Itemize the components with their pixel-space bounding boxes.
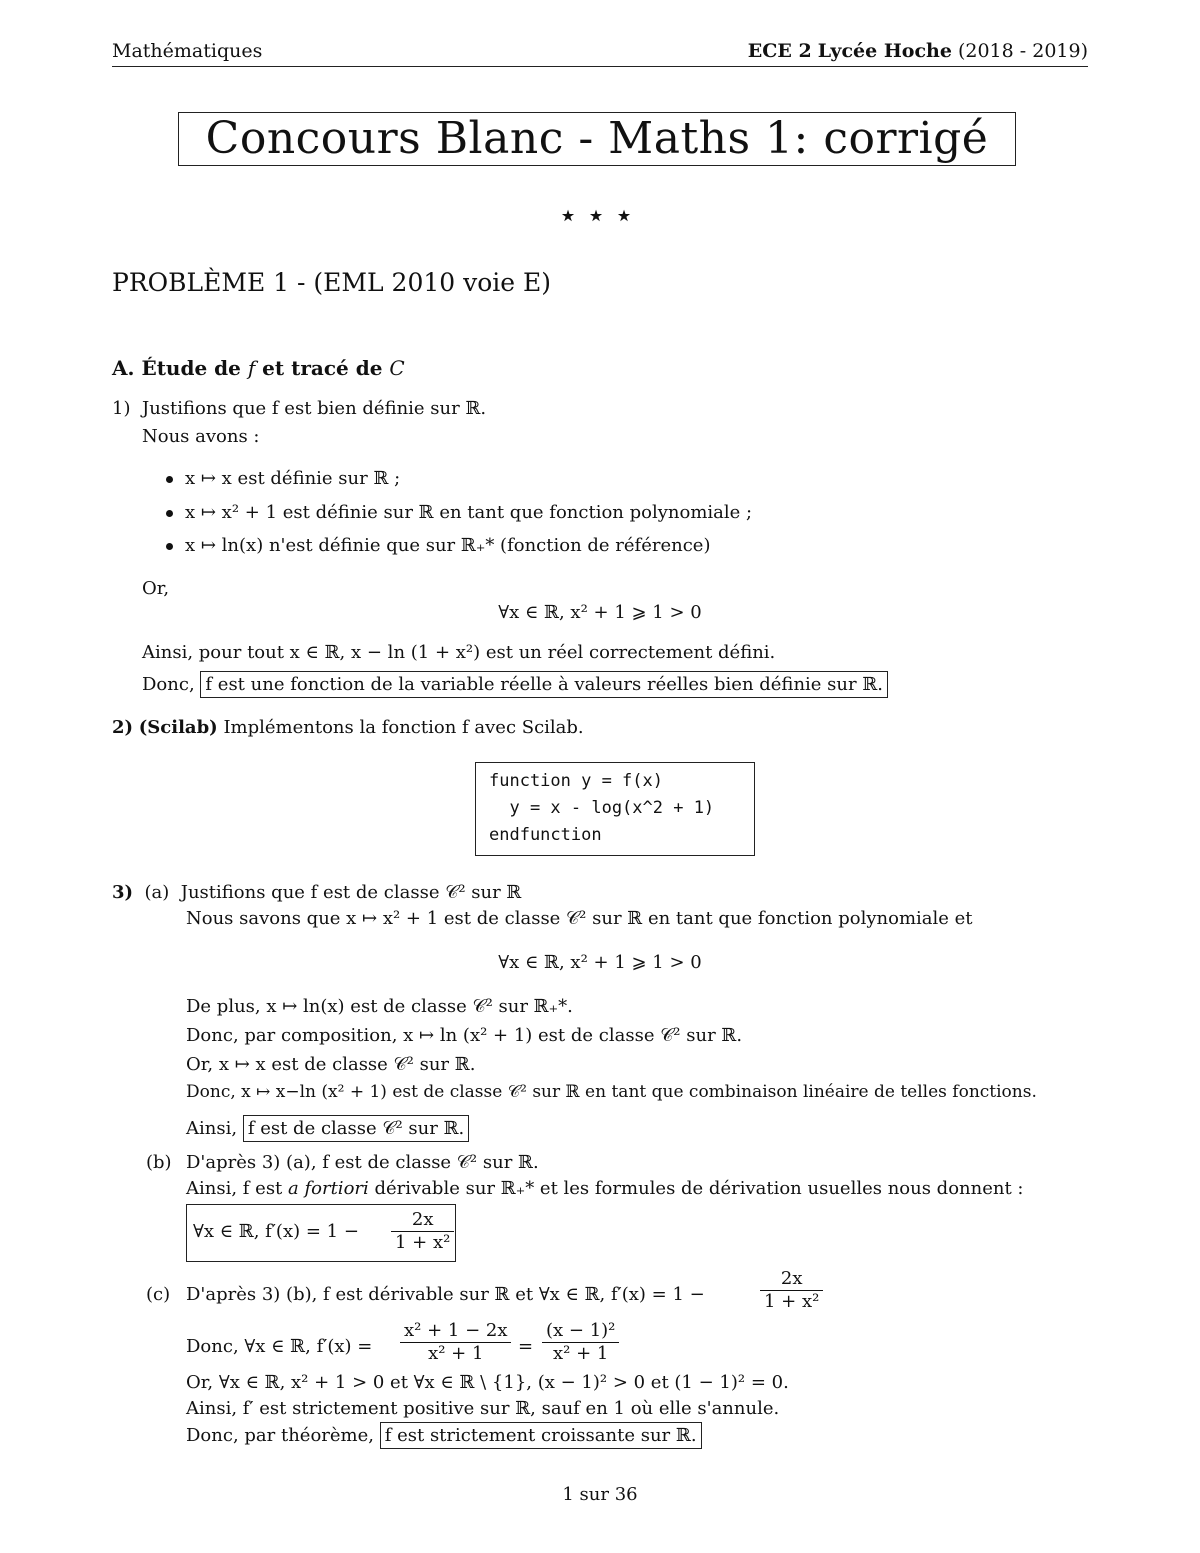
q1-bullet-2: x ↦ x² + 1 est définie sur ℝ en tant que fonction polynomiale ; (166, 502, 752, 524)
q3a-display-formula: ∀x ∈ ℝ, x² + 1 ⩾ 1 > 0 (498, 952, 702, 973)
q1-title: Justifions que f est bien définie sur ℝ. (142, 398, 487, 419)
q1-number: 1) (112, 398, 131, 419)
scilab-code-block (475, 762, 755, 856)
q1-bullet-1: x ↦ x est définie sur ℝ ; (166, 468, 400, 490)
q3c-fraction-3: $\frac{\text{(x − 1)²}}{\text{x² + 1}}$ (538, 1320, 623, 1365)
q1-display-formula: ∀x ∈ ℝ, x² + 1 ⩾ 1 > 0 (498, 602, 702, 623)
q3c-boxed-result: f est strictement croissante sur ℝ. (380, 1422, 702, 1449)
q3b-boxed-derivative (186, 1204, 456, 1262)
q3b-derivative-lhs: ∀x ∈ ℝ, f′(x) = 1 − (193, 1221, 359, 1242)
q3c-line4: Ainsi, f′ est strictement positive sur ℝ, sauf en 1 où elle s'annule. (186, 1398, 780, 1419)
header-rule (112, 66, 1088, 67)
q3c-line2-lhs: Donc, ∀x ∈ ℝ, f′(x) = (186, 1336, 373, 1357)
code-line: endfunction (489, 825, 602, 845)
q3c-line3: Or, ∀x ∈ ℝ, x² + 1 > 0 et ∀x ∈ ℝ \ {1}, (x − 1)² > 0 et (1 − 1)² = 0. (186, 1372, 789, 1393)
bullet-icon (166, 510, 173, 517)
header-subject: Mathématiques (112, 40, 263, 62)
q3b-fraction: $\frac{2x}{\text{1 + x²}}$ (387, 1209, 458, 1254)
q1-boxed-result: f est une fonction de la variable réelle à valeurs réelles bien définie sur ℝ. (200, 671, 888, 698)
q3c-fraction-1: $\frac{2x}{\text{1 + x²}}$ (756, 1268, 827, 1313)
code-line: function y = f(x) (489, 771, 663, 791)
problem-heading: PROBLÈME 1 - (EML 2010 voie E) (112, 268, 552, 297)
stars-separator: ⋆⋆⋆ (557, 196, 643, 234)
q2-line: 2) (Scilab) Implémentons la fonction f avec Scilab. (112, 717, 584, 738)
q3a-line4: Or, x ↦ x est de classe 𝒞² sur ℝ. (186, 1054, 476, 1075)
bullet-icon (166, 543, 173, 550)
q3b-label: (b) (146, 1152, 172, 1173)
q1-intro: Nous avons : (142, 426, 260, 447)
header-school: Lycée Hoche (817, 40, 952, 62)
q3a-line5: Donc, x ↦ x−ln (x² + 1) est de classe 𝒞² sur ℝ en tant que combinaison linéaire de telles fonctions. (186, 1082, 1037, 1102)
page-title: Concours Blanc - Maths 1: corrigé (178, 112, 1016, 166)
q1-conclusion: Donc, f est une fonction de la variable réelle à valeurs réelles bien définie sur ℝ. (142, 674, 888, 696)
q3c-line1: D'après 3) (b), f est dérivable sur ℝ et ∀x ∈ ℝ, f′(x) = 1 − (186, 1284, 705, 1305)
q3c-conclusion: Donc, par théorème, f est strictement croissante sur ℝ. (186, 1425, 702, 1447)
q3a-conclusion: Ainsi, f est de classe 𝒞² sur ℝ. (186, 1118, 469, 1140)
header-class: ECE 2 (747, 40, 812, 62)
q3c-equals: = (518, 1336, 534, 1357)
q3a-line2: De plus, x ↦ ln(x) est de classe 𝒞² sur ℝ₊*. (186, 996, 573, 1017)
q3b-line2: Ainsi, f est a fortiori dérivable sur ℝ₊* et les formules de dérivation usuelles nous donnent : (186, 1178, 1024, 1199)
header-year: (2018 - 2019) (957, 40, 1088, 62)
code-line: y = x - log(x^2 + 1) (489, 798, 715, 818)
q3a-boxed-result: f est de classe 𝒞² sur ℝ. (243, 1115, 469, 1142)
q3c-fraction-2: $\frac{\text{x² + 1 − 2x}}{\text{x² + 1}}$ (396, 1320, 515, 1365)
q1-ainsi: Ainsi, pour tout x ∈ ℝ, x − ln (1 + x²) est un réel correctement défini. (142, 642, 776, 663)
q1-or: Or, (142, 578, 170, 599)
q1-bullet-3: x ↦ ln(x) n'est définie que sur ℝ₊* (fonction de référence) (166, 535, 710, 557)
q3a-line1: Nous savons que x ↦ x² + 1 est de classe 𝒞² sur ℝ en tant que fonction polynomiale et (186, 908, 973, 929)
q3a-heading: 3) (a) Justifions que f est de classe 𝒞² sur ℝ (112, 882, 522, 903)
q3b-line1: D'après 3) (a), f est de classe 𝒞² sur ℝ. (186, 1152, 539, 1173)
section-heading: A. Étude de f et tracé de C (112, 356, 405, 380)
page-number: 1 sur 36 (562, 1484, 638, 1505)
header-class-info (748, 40, 1088, 62)
q3c-label: (c) (146, 1284, 171, 1305)
q3a-line3: Donc, par composition, x ↦ ln (x² + 1) est de classe 𝒞² sur ℝ. (186, 1025, 743, 1046)
bullet-icon (166, 476, 173, 483)
